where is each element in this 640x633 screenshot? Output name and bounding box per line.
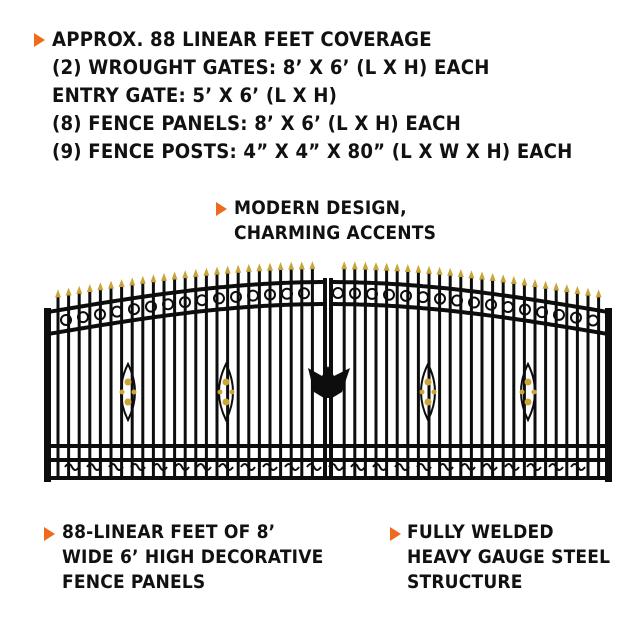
gate-finial — [458, 269, 464, 277]
gate-ornament-accent — [223, 399, 230, 406]
gate-finial — [66, 288, 72, 296]
spec-line-coverage: APPROX. 88 LINEAR FEET COVERAGE — [52, 28, 432, 51]
gate-finial — [140, 276, 146, 284]
gate-finial — [129, 277, 135, 285]
gate-finial — [214, 267, 220, 275]
gate-finial — [553, 282, 559, 290]
gate-finial — [182, 270, 188, 278]
gate-ornament-accent — [125, 399, 132, 406]
double-gate-drawing — [44, 261, 612, 482]
callout-structure-line1: FULLY WELDED — [407, 521, 554, 543]
gate-finial — [119, 279, 125, 287]
gate-bottom-scroll — [351, 464, 365, 470]
gate-finial — [97, 282, 103, 290]
callout-design-line1: MODERN DESIGN, — [234, 197, 407, 219]
spec-line-fence-posts: (9) FENCE POSTS: 4” X 4” X 80” (L X W X H) EACH — [52, 140, 573, 163]
spec-line-wrought-gates: (2) WROUGHT GATES: 8’ X 6’ (L X H) EACH — [52, 56, 490, 79]
gate-bottom-scroll — [505, 464, 519, 470]
gate-finial — [511, 276, 517, 284]
callout-structure-line3: STRUCTURE — [407, 571, 523, 593]
gate-ornament-accent — [230, 390, 235, 395]
gate-ornament-accent — [520, 390, 525, 395]
gate-illustration — [0, 260, 640, 490]
gate-finial — [585, 288, 591, 296]
bullet-arrow-icon — [34, 33, 45, 47]
gate-ornament-accent — [120, 390, 125, 395]
gate-finial — [490, 273, 496, 281]
gate-finial — [479, 272, 485, 280]
gate-finial — [161, 273, 167, 281]
gate-scroll — [401, 291, 411, 301]
gate-ornament-accent — [125, 379, 132, 386]
gate-finial — [267, 263, 273, 271]
gate-finial — [352, 261, 358, 269]
gate-finial — [309, 261, 315, 269]
callout-panels-line2: WIDE 6’ HIGH DECORATIVE — [62, 546, 324, 568]
gate-ornament-accent — [425, 399, 432, 406]
gate-scroll — [333, 288, 343, 298]
gate-ornament-accent — [420, 390, 425, 395]
gate-finial — [574, 286, 580, 294]
gate-finial — [203, 268, 209, 276]
gate-ornament-accent — [218, 390, 223, 395]
gate-finial — [532, 279, 538, 287]
bullet-arrow-icon — [216, 202, 227, 216]
gate-finial — [468, 270, 474, 278]
gate-finial — [500, 274, 506, 282]
gate-finial — [299, 261, 305, 269]
gate-finial — [596, 289, 602, 297]
bullet-arrow-icon — [390, 527, 401, 541]
gate-ornament-accent — [132, 390, 137, 395]
callout-design-line2: CHARMING ACCENTS — [234, 222, 437, 244]
gate-finial — [521, 277, 527, 285]
gate-finial — [543, 281, 549, 289]
gate-finial — [278, 262, 284, 270]
gate-finial — [373, 262, 379, 270]
gate-finial — [341, 261, 347, 269]
spec-line-entry-gate: ENTRY GATE: 5’ X 6’ (L X H) — [52, 84, 338, 107]
gate-finial — [394, 263, 400, 271]
bullet-arrow-icon — [44, 527, 55, 541]
spec-line-fence-panels: (8) FENCE PANELS: 8’ X 6’ (L X H) EACH — [52, 112, 462, 135]
gate-finial — [447, 268, 453, 276]
gate-ornament-accent — [532, 390, 537, 395]
gate-finial — [225, 266, 231, 274]
gate-bottom-scroll — [197, 464, 211, 470]
gate-scroll — [486, 300, 496, 310]
gate-bottom-scroll — [307, 464, 321, 470]
gate-finial — [246, 264, 252, 272]
gate-finial — [150, 274, 156, 282]
gate-finial — [108, 281, 114, 289]
callout-panels — [62, 520, 323, 595]
gate-ornament-accent — [525, 399, 532, 406]
gate-ornament-accent — [525, 379, 532, 386]
gate-finial — [362, 262, 368, 270]
callout-structure — [407, 520, 610, 595]
gate-finial — [256, 263, 262, 271]
gate-finial — [415, 265, 421, 273]
gate-ornament-accent — [223, 379, 230, 386]
gate-finial — [405, 264, 411, 272]
callout-structure-line2: HEAVY GAUGE STEEL — [407, 546, 611, 568]
gate-finial — [55, 289, 61, 297]
callout-design — [234, 196, 436, 246]
gate-bottom-scroll — [483, 464, 497, 470]
gate-finial — [426, 266, 432, 274]
gate-ornament-accent — [432, 390, 437, 395]
gate-bottom-scroll — [175, 464, 189, 470]
gate-finial — [564, 284, 570, 292]
gate-scroll — [129, 304, 139, 314]
gate-finial — [288, 262, 294, 270]
gate-finial — [193, 269, 199, 277]
gate-ornament-accent — [425, 379, 432, 386]
callout-panels-line3: FENCE PANELS — [62, 571, 206, 593]
gate-finial — [235, 265, 241, 273]
gate-finial — [87, 284, 93, 292]
gate-finial — [76, 286, 82, 294]
gate-finial — [172, 271, 178, 279]
callout-panels-line1: 88-LINEAR FEET OF 8’ — [62, 521, 276, 543]
gate-finial — [384, 263, 390, 271]
gate-bottom-scroll — [219, 464, 233, 470]
gate-finial — [437, 267, 443, 275]
